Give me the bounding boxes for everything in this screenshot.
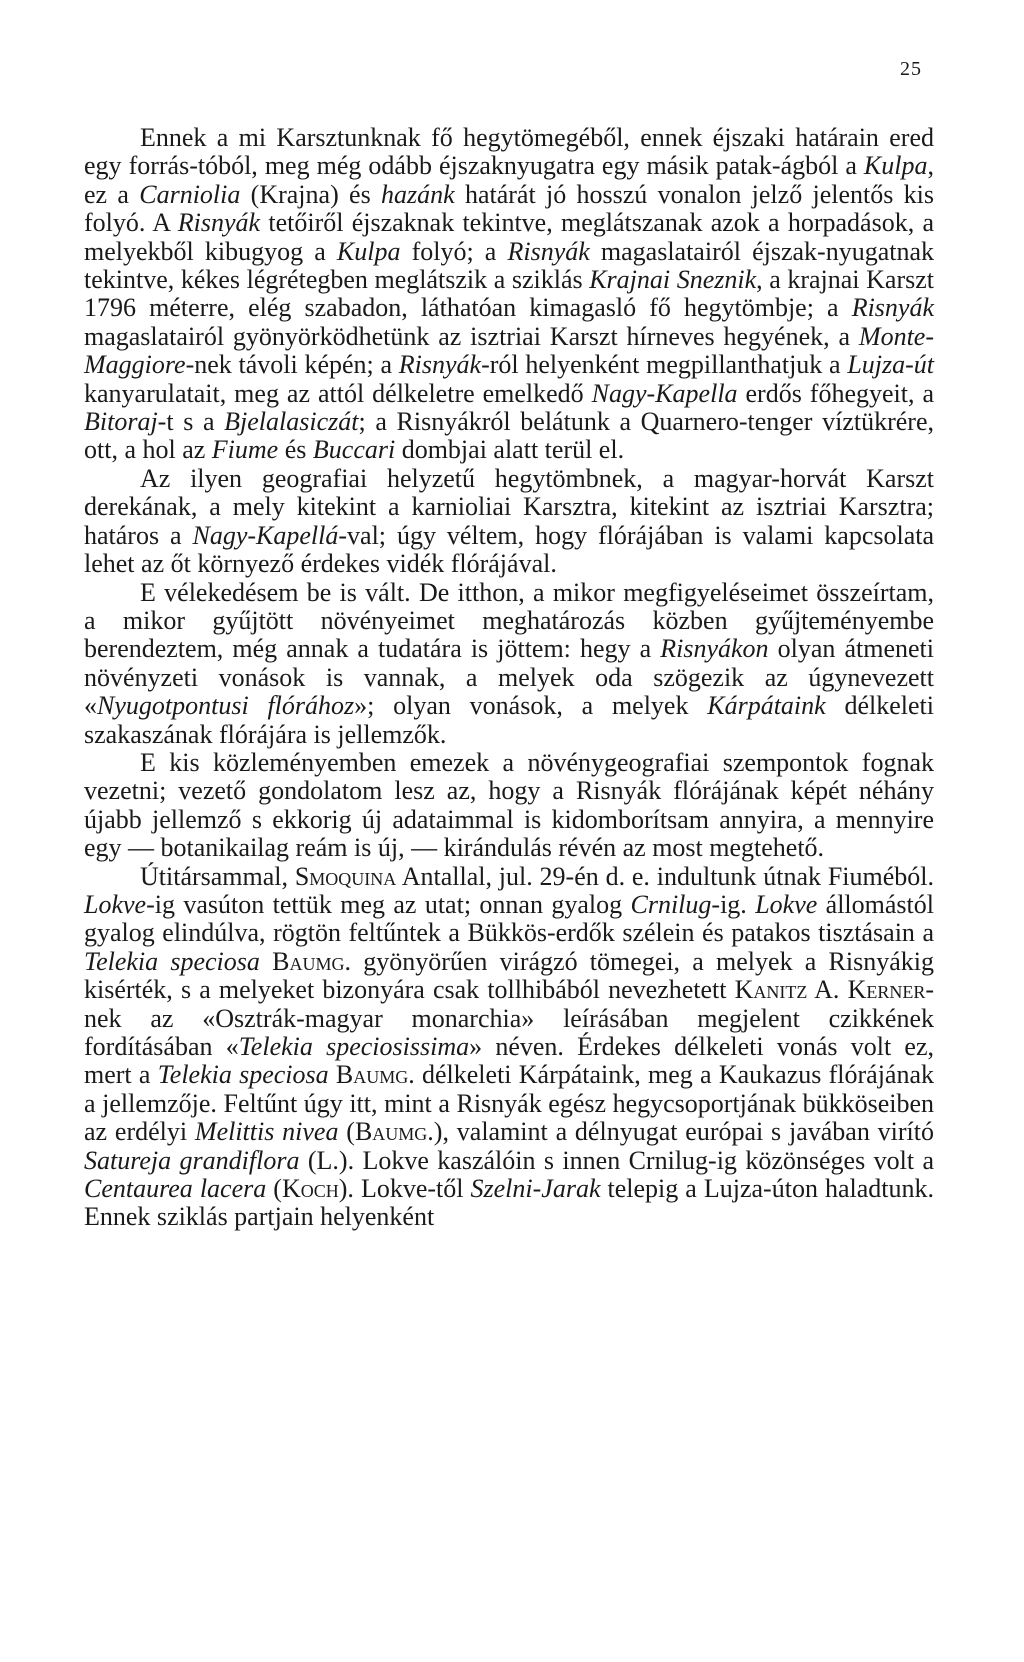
text-run: -t s a (157, 407, 225, 437)
italic-term: Melittis nivea (194, 1117, 339, 1147)
italic-term: Risnyákon (660, 634, 769, 664)
italic-term: Nagy-Kapellá (192, 520, 339, 550)
text-run: folyó; a (400, 236, 508, 266)
author-name: Baumg (272, 946, 345, 976)
italic-term: Szelni-Jarak (470, 1174, 601, 1204)
text-run: dombjai alatt terül el. (395, 435, 625, 465)
italic-term: Risnyák (851, 293, 934, 323)
italic-term: Satureja grandiflora (84, 1145, 300, 1175)
italic-term: Risnyák (507, 236, 590, 266)
italic-term: Lujza-út (847, 350, 934, 380)
text-run: -nek távoli képén; a (185, 350, 399, 380)
italic-term: Telekia speciosa (84, 946, 260, 976)
text-run: ). Lokve-től (338, 1174, 471, 1204)
text-run: délkeleti szakaszának flórájára is jellemzők. (84, 691, 934, 749)
text-run: .), valamint a délnyugat európai s javában virító (427, 1117, 934, 1147)
author-name: Kanitz (734, 975, 808, 1005)
italic-term: Risnyák (177, 208, 261, 238)
italic-term: Kulpa (336, 236, 401, 266)
text-run: . gyönyörűen virágzó tömegei, a melyek a Risnyákig kisérték, s a melyeket bizonyára csak tollhibából nevezhetett (84, 946, 935, 1005)
italic-term: Risnyák (398, 350, 482, 380)
italic-term: Bjelalasiczát (224, 407, 359, 437)
page-number: 25 (900, 58, 922, 80)
paragraph (84, 749, 934, 863)
italic-term: hazánk (381, 179, 455, 209)
paragraph (84, 465, 934, 579)
author-name: Koch (281, 1174, 339, 1204)
italic-term: Nyugotpontusi flórához (97, 691, 355, 721)
italic-term: Centaurea lacera (84, 1174, 267, 1204)
text-run: -ig. (711, 889, 756, 919)
italic-term: Kulpa (863, 151, 928, 181)
text-run: ; a Risnyákról belátunk a Quarnero-tenger víztükrére, ott, a hol az (84, 407, 934, 465)
text-run: (L.). Lokve kaszálóin s innen Crnilug-ig közönséges volt a (299, 1145, 934, 1175)
text-run: tetőiről éjszaknak tekintve, meglátszanak azok a horpadások, a melyekből kibugyog a (84, 208, 934, 266)
paragraph (84, 124, 934, 465)
italic-term: Kárpátaink (707, 691, 826, 721)
text-run: állomástól gyalog elindúlva, rögtön feltűntek a Bükkös-erdők szélein és patakos tisztásain a (84, 889, 934, 948)
text-run: ( (266, 1174, 282, 1204)
italic-term: Crnilug (630, 889, 712, 919)
italic-term: Telekia speciosissima (238, 1032, 470, 1061)
text-run: Az ilyen geografiai helyzetű hegytömbnek, a magyar-horvát Karszt derekának, a mely kitekint a karnioliai Karsztra, kitekint az isztriai Karsztra; határos a (84, 463, 934, 550)
text-run: Antallal, jul. 29-én d. e. indultunk útnak Fiuméból. (396, 861, 935, 891)
text-run (260, 947, 272, 976)
italic-term: Fiume (211, 435, 279, 465)
author-name: Smoquina (294, 861, 397, 891)
text-run: kanyarulatait, meg az attól délkeletre emelkedő (84, 378, 592, 408)
italic-term: Lokve (755, 889, 818, 919)
text-run: magaslatairól gyönyörködhetünk az isztriai Karszt hírneves hegyének, a (84, 321, 859, 351)
author-name: Kerner (847, 975, 926, 1005)
italic-term: Bitoraj (84, 407, 158, 437)
italic-term: Lokve (84, 889, 147, 919)
italic-term: Carniolia (139, 179, 241, 209)
text-run (329, 1060, 336, 1089)
text-run: . délkeleti Kárpátaink, meg a Kaukazus flórájának a jellemzője. Feltűnt úgy itt, mint a Risnyák egész hegycsoportjának bükköseiben az erdélyi (84, 1060, 935, 1147)
italic-term: Telekia speciosa (157, 1060, 329, 1090)
text-run: Ennek a mi Karsztunknak fő hegytömegéből, ennek éjszaki határain ered egy forrás-tóból, meg még odább éjszaknyugatra egy másik patak-ágból a (84, 123, 934, 181)
italic-term: Krajnai Sneznik (589, 265, 757, 295)
author-name: Baumg (335, 1060, 409, 1090)
text-run: , a krajnai Karszt 1796 méterre, elég szabadon, láthatóan kimagasló fő hegytömbje; a (84, 265, 934, 323)
paragraph (84, 863, 934, 1232)
text-run: -ig vasúton tettük meg az utat; onnan gyalog (146, 889, 631, 919)
text-run: , ez a (84, 151, 934, 209)
text-run: (Krajna) és (240, 179, 381, 209)
paragraph (84, 579, 934, 749)
text-run: »; olyan vonások, a melyek (354, 691, 708, 721)
text-run: Útitársammal, (140, 861, 295, 891)
text-run: -ról helyenként megpillanthatjuk a (481, 350, 848, 380)
body-text (84, 124, 934, 1232)
italic-term: Buccari (312, 435, 396, 465)
text-run: E kis közleményemben emezek a növénygeografiai szempontok fognak vezetni; vezető gondolatom lesz az, hogy a Risnyák flórájának képét néhány újabb jellemző s ekkorig új adataimmal is kidomborítsam annyira, a mennyire egy — botanikailag reám is új, — kirándulás révén az most megtehető. (84, 747, 934, 863)
text-run: ( (338, 1117, 355, 1147)
italic-term: Nagy-Kapella (591, 378, 738, 408)
text-run: A. (807, 975, 848, 1005)
text-run: -nek az «Osztrák-magyar monarchia» leírásában megjelent czikkének fordításában « (84, 975, 935, 1061)
author-name: Baumg (354, 1117, 428, 1147)
text-run: olyan átmeneti növényzeti vonások is vannak, a melyek oda szögezik az úgynevezett « (84, 634, 935, 721)
text-run: -val; úgy véltem, hogy flórájában is valami kapcsolata lehet az őt környező érdekes vidék flórájával. (84, 520, 934, 579)
text-run: E vélekedésem be is vált. De itthon, a mikor megfigyeléseimet összeírtam, a mikor gyűjtött növényeimet meghatározás közben gyűjteményembe berendeztem, még annak a tudatára is jöttem: hegy a (84, 577, 934, 664)
text-run: magaslatairól éjszak-nyugatnak tekintve, kékes légrétegben meglátszik a sziklás (84, 236, 934, 295)
italic-term: Monte-Maggiore (84, 321, 934, 380)
text-run: » néven. Érdekes délkeleti vonás volt ez, mert a (84, 1032, 934, 1090)
text-run: erdős főhegyeit, a (737, 378, 935, 408)
text-run: telepig a Lujza-úton haladtunk. Ennek sziklás partjain helyenként (84, 1174, 935, 1232)
text-run: határát jó hosszú vonalon jelző jelentős kis folyó. A (84, 179, 935, 238)
text-run: és (278, 435, 313, 465)
